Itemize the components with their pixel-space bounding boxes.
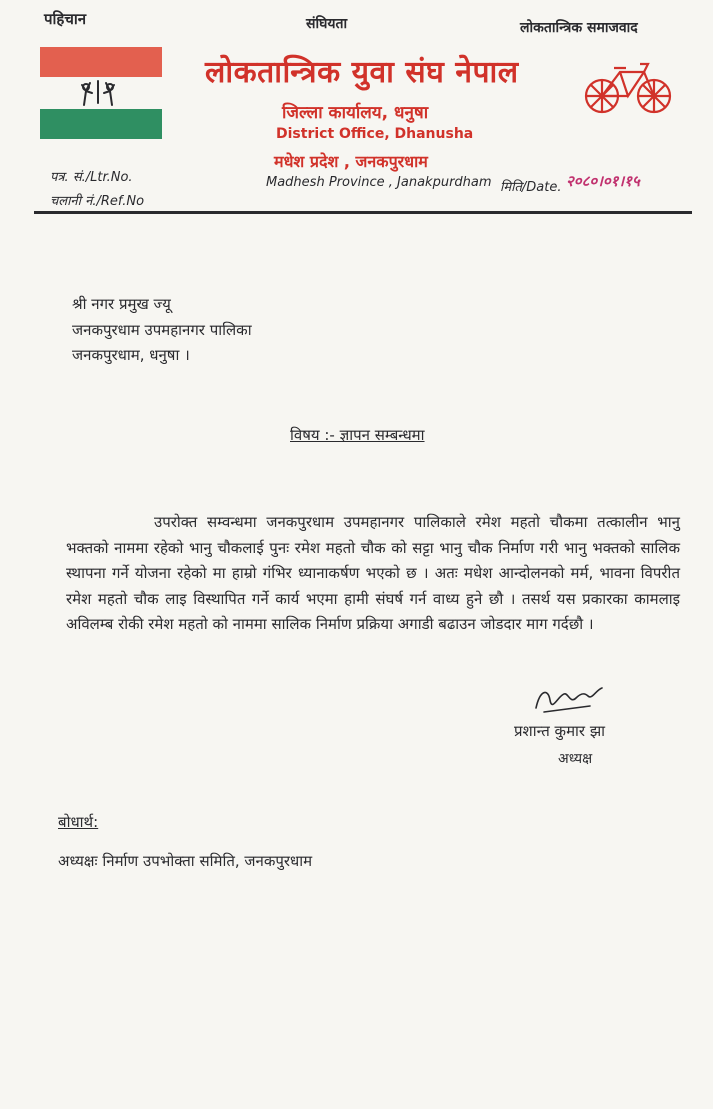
recipient-line-2: जनकपुरधाम उपमहानगर पालिका [72, 321, 252, 339]
date-value: २०८०।०१।१५ [566, 172, 640, 190]
cc-recipient-1: अध्यक्षः निर्माण उपभोक्ता समिति, जनकपुरधाम [58, 852, 313, 870]
district-office-english: District Office, Dhanusha [276, 126, 474, 142]
recipient-line-3: जनकपुरधाम, धनुषा । [72, 346, 190, 364]
bicycle-icon [582, 58, 674, 118]
subject-line: विषय :- ज्ञापन सम्बन्धमा [290, 426, 425, 444]
flag-emblem-icon [40, 47, 162, 139]
body-paragraph: उपरोक्त सम्वन्धमा जनकपुरधाम उपमहानगर पालिकाले रमेश महतो चौकमा तत्कालीन भानु भक्तको नाममा रहेको भानु चौकलाई पुनः रमेश महतो चौक को सट्टा भानु चौक निर्माण गरी भानु भक्तको सालिक स्थापना गर्ने योजना रहेको मा हाम्रो गंभिर ध्यानाकर्षण भएको छ । अतः मधेश आन्दोलनको मर्म, भावना विपरीत रमेश महतो चौक लाइ विस्थापित गर्ने कार्य भएमा हामी संघर्ष गर्न वाध्य हुने छौ । तसर्थ यस प्रकारका कामलाइ अविलम्ब रोकी रमेश महतो को नाममा सालिक निर्माण प्रक्रिया अगाडी बढाउन जोडदार माग गर्दछौ । [66, 513, 680, 633]
reference-number-label: चलानी नं./Ref.No [50, 194, 145, 209]
header-divider [34, 211, 692, 214]
signatory-title: अध्यक्ष [558, 751, 593, 767]
signature-image [530, 682, 610, 722]
tag-democratic-socialism: लोकतान्त्रिक समाजवाद [520, 20, 638, 36]
province-english: Madhesh Province , Janakpurdham [266, 175, 492, 190]
tag-identity: पहिचान [44, 10, 87, 28]
organization-name: लोकतान्त्रिक युवा संघ नेपाल [205, 55, 519, 90]
letter-number-label: पत्र. सं./Ltr.No. [50, 170, 133, 185]
recipient-line-1: श्री नगर प्रमुख ज्यू [72, 295, 171, 313]
cc-heading: बोधार्थ: [58, 813, 99, 831]
tag-federalism: संघियता [306, 16, 348, 32]
date-label: मिति/Date. [500, 180, 562, 195]
province-nepali: मधेश प्रदेश , जनकपुरधाम [274, 152, 428, 171]
district-office-nepali: जिल्ला कार्यालय, धनुषा [282, 103, 429, 123]
signatory-name: प्रशान्त कुमार झा [514, 722, 606, 740]
